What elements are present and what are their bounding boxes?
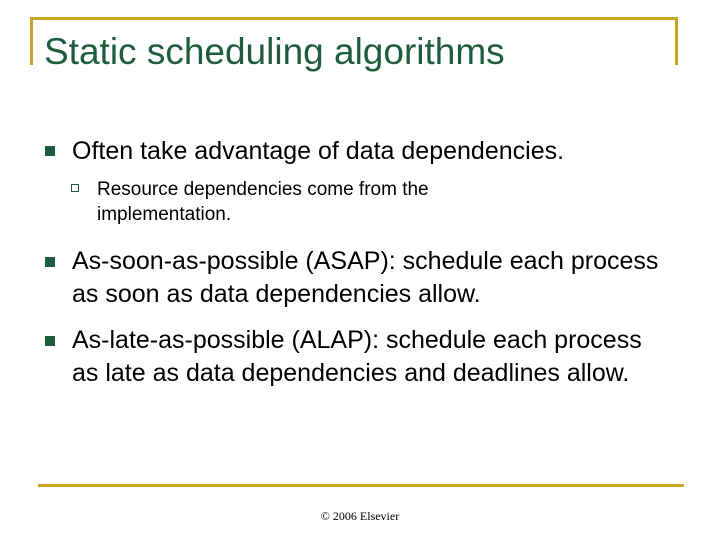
bullet-text: Often take advantage of data dependencies. <box>72 137 565 165</box>
top-rule <box>30 17 678 20</box>
copyright-footer: © 2006 Elsevier <box>320 509 400 523</box>
slide-title: Static scheduling algorithms <box>44 31 505 72</box>
bullet-text: As-soon-as-possible (ASAP): schedule each process as soon as data dependencies allow. <box>72 247 659 308</box>
right-rule <box>675 17 678 65</box>
bottom-rule <box>38 484 684 487</box>
sub-bullet-text: Resource dependencies come from the implementation. <box>97 179 429 225</box>
square-bullet-icon <box>45 257 55 267</box>
square-bullet-icon <box>45 336 55 346</box>
square-bullet-icon <box>45 146 55 156</box>
bullet-text: As-late-as-possible (ALAP): schedule each process as late as data dependencies and deadlines allow. <box>72 326 642 387</box>
left-rule <box>30 17 33 65</box>
hollow-square-bullet-icon <box>71 184 79 192</box>
